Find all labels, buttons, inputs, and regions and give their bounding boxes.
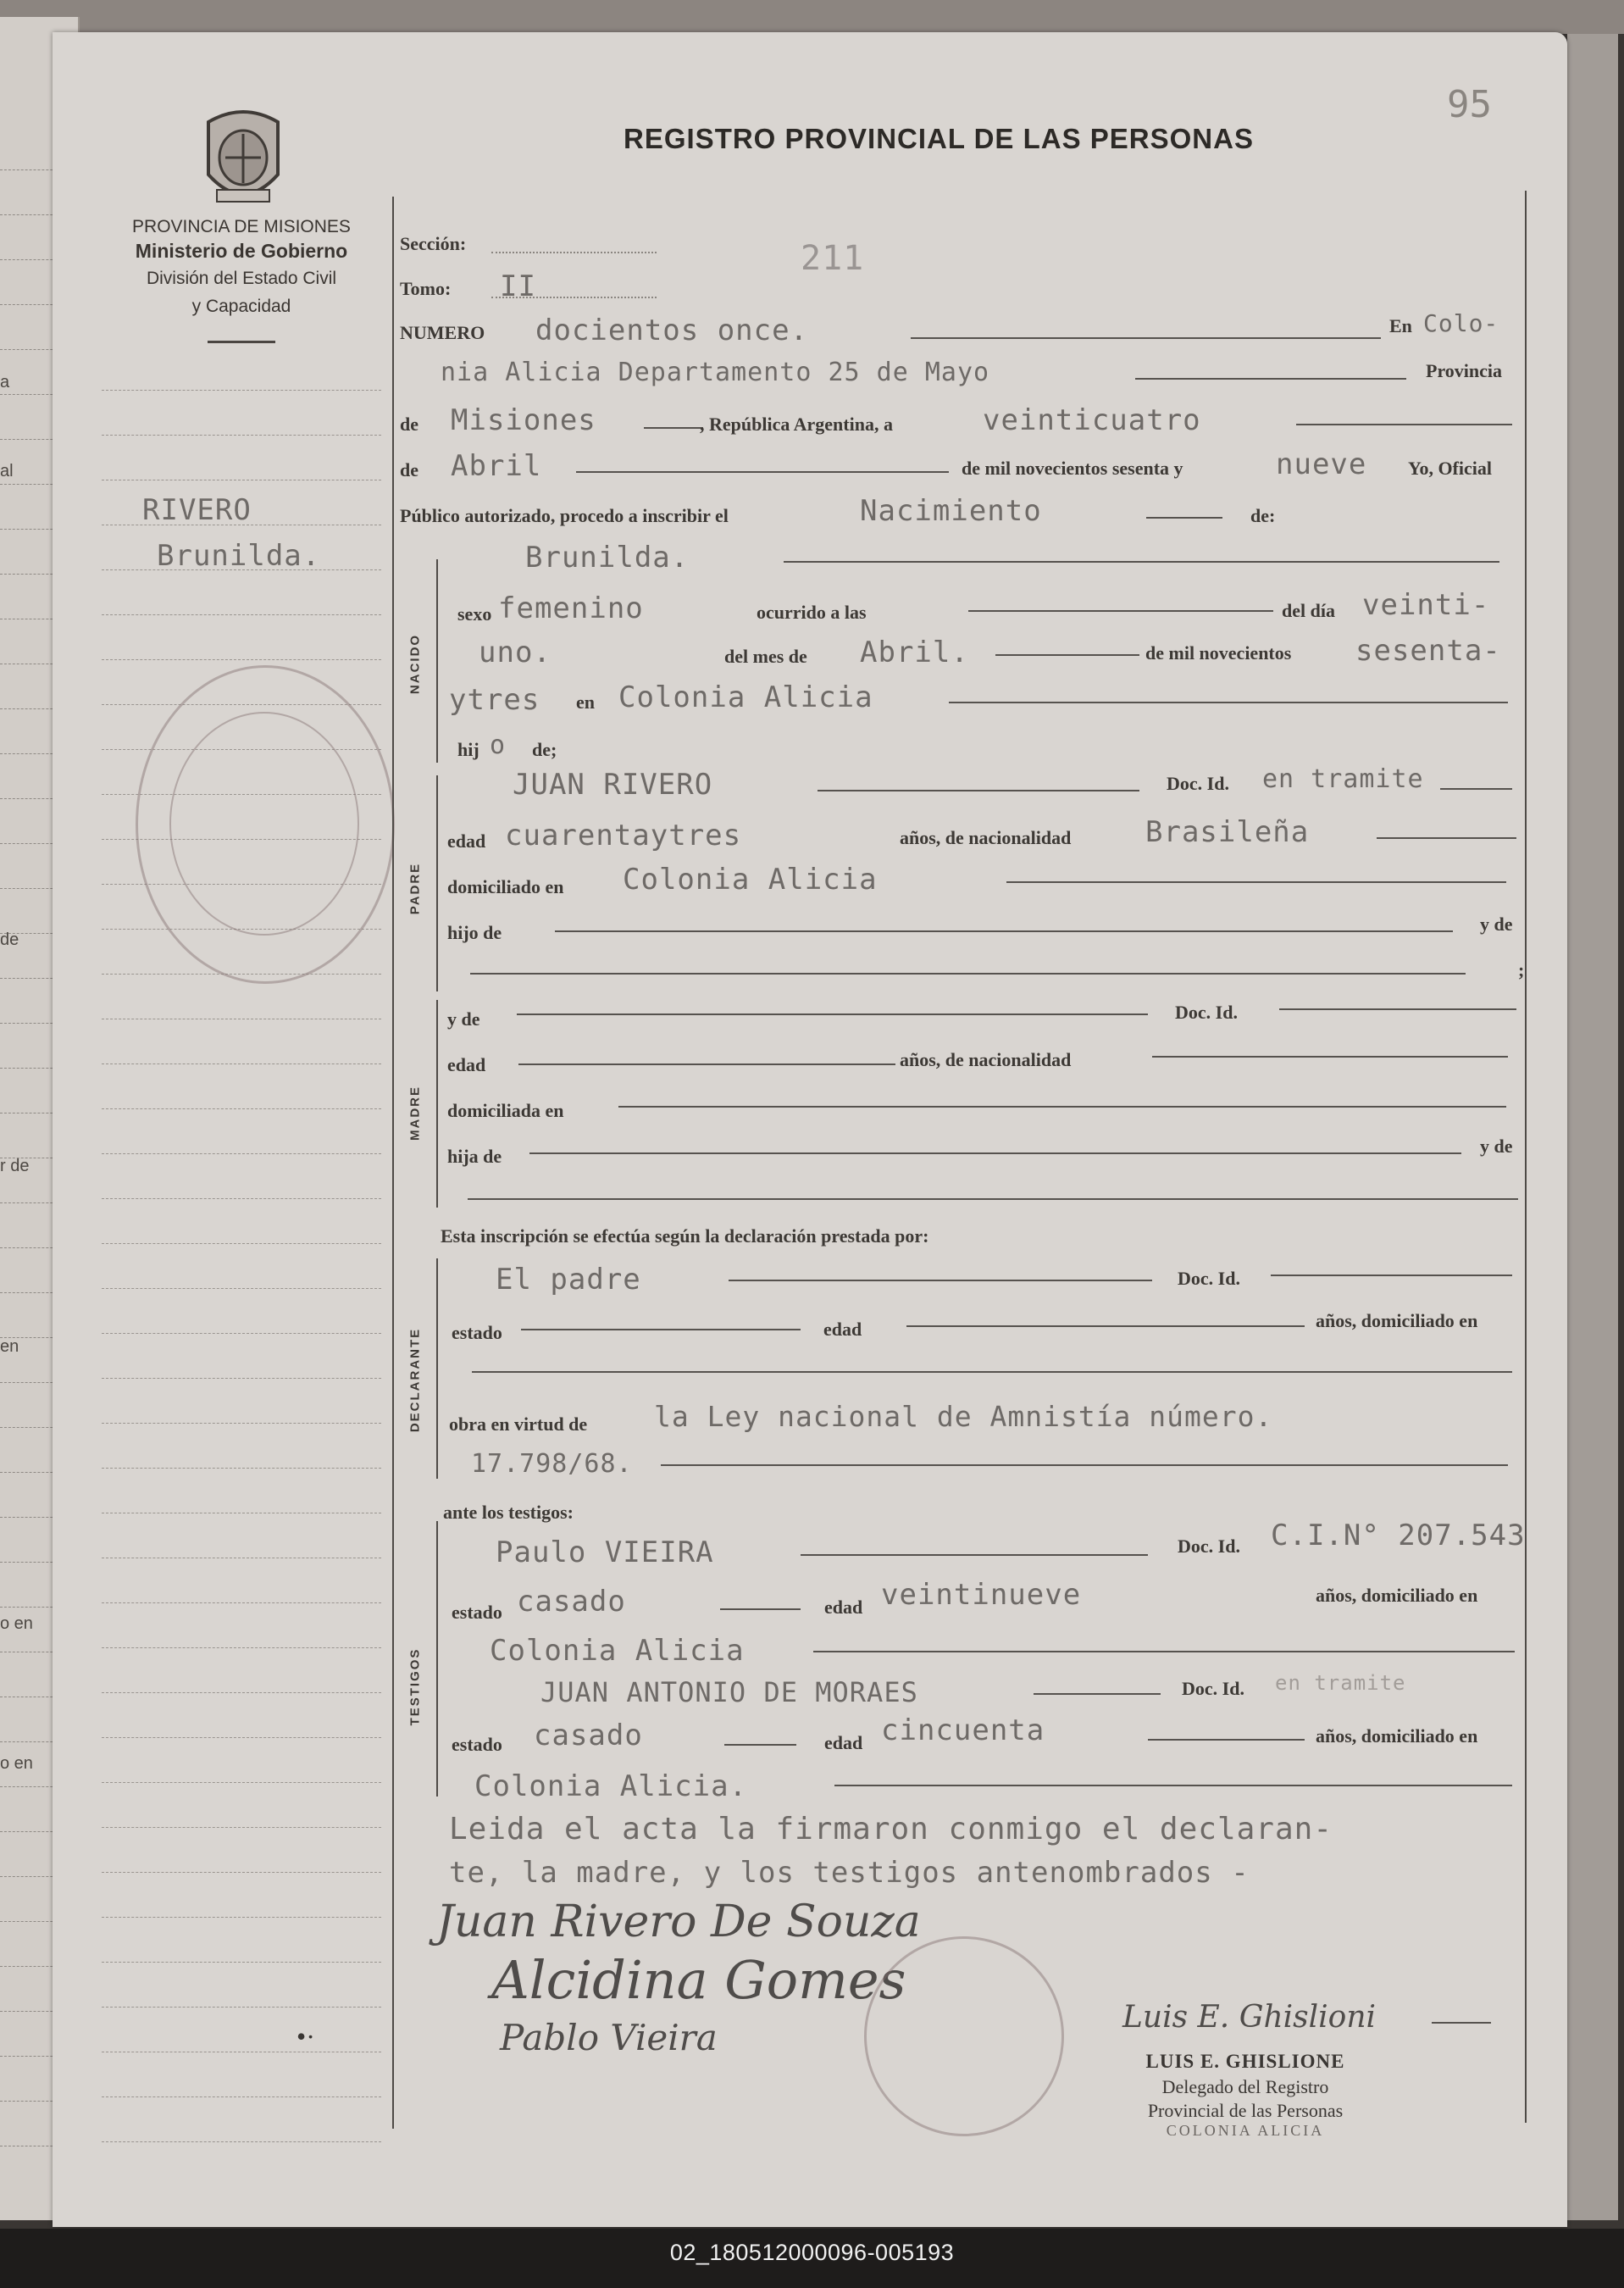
seccion-label: Sección:	[400, 233, 467, 254]
testigo-signature: Pablo Vieira	[500, 2017, 718, 2058]
declarante-doc-label: Doc. Id.	[1178, 1268, 1240, 1289]
oficial-signature-line	[1432, 2022, 1491, 2024]
testigo2-anos-label: años, domiciliado en	[1316, 1725, 1478, 1747]
acto-value: Nacimiento	[860, 494, 1042, 528]
testigo2-estado-value: casado	[534, 1719, 643, 1752]
margin-rule-line	[102, 1468, 381, 1469]
madre-y-de-label: y de	[447, 1008, 480, 1030]
numero-label: NUMERO	[400, 322, 485, 343]
margin-rule-line	[102, 1378, 381, 1379]
obra-value-2: 17.798/68.	[471, 1449, 633, 1479]
place-line	[1135, 378, 1406, 380]
header-underline	[208, 341, 275, 343]
oficial-signature: Luis E. Ghislioni	[1122, 2000, 1377, 2035]
en-value: Colo-	[1423, 309, 1499, 337]
testigo1-estado-value: casado	[517, 1585, 626, 1619]
margin-rule-line	[102, 1647, 381, 1648]
prev-page-fragment: al	[0, 462, 14, 480]
ocurrido-line	[968, 610, 1273, 612]
ocurrido-label: ocurrido a las	[757, 602, 867, 623]
side-label-madre: MADRE	[407, 1086, 423, 1141]
side-label-declarante: DECLARANTE	[407, 1327, 423, 1433]
en-label: En	[1389, 315, 1412, 336]
madre-edad-label: edad	[447, 1054, 486, 1075]
nombre-value: Brunilda.	[525, 541, 690, 575]
padre-anos-nac-label: años, de nacionalidad	[900, 827, 1072, 848]
testigo2-estado-line	[724, 1744, 796, 1746]
madre-nacionalidad-line	[1152, 1056, 1508, 1058]
margin-rule-line	[102, 1063, 381, 1064]
official-name: LUIS E. GHISLIONE	[1145, 2051, 1345, 2072]
margin-rule-line	[102, 390, 381, 391]
padre-domicilio-value: Colonia Alicia	[623, 863, 878, 897]
prev-page-fragment: de	[0, 930, 19, 949]
padre-doc-line	[1440, 788, 1512, 790]
mes-registro-line	[576, 471, 949, 473]
madre-second-line	[468, 1198, 1518, 1200]
declaracion-label: Esta inscripción se efectúa según la declaración prestada por:	[441, 1225, 929, 1247]
padre-y-de-label: y de	[1480, 914, 1513, 935]
testigo1-edad-label: edad	[824, 1597, 863, 1618]
madre-doc-line	[1279, 1008, 1516, 1010]
seccion-line	[491, 252, 657, 253]
page-right-border	[1525, 191, 1527, 2123]
testigo1-doc-value: C.I.N° 207.543	[1271, 1519, 1526, 1552]
acto-line	[1146, 517, 1222, 519]
numero-value: docientos once.	[535, 314, 809, 347]
margin-given-name: Brunilda.	[157, 539, 321, 573]
folio-number: 95	[1447, 83, 1492, 126]
madre-nombre-line	[517, 1013, 1148, 1015]
margin-rule-line	[102, 1782, 381, 1783]
act-number-annotation: 211	[801, 239, 865, 278]
declarante-anos-label: años, domiciliado en	[1316, 1310, 1478, 1331]
margin-seal-inner	[169, 712, 359, 936]
margin-rule-line	[102, 1602, 381, 1603]
official-seal-stamp	[864, 1936, 1064, 2136]
madre-signature: Alcidina Gomes	[491, 1949, 906, 2011]
prev-page-fragment: a	[0, 373, 10, 392]
section-bracket-testigos	[436, 1521, 438, 1797]
madre-domicilio-label: domiciliada en	[447, 1100, 564, 1121]
testigo2-estado-label: estado	[452, 1734, 502, 1755]
dia-nac-value-2: uno.	[479, 636, 551, 669]
nombre-line	[784, 561, 1499, 563]
testigo1-doc-label: Doc. Id.	[1178, 1536, 1240, 1557]
padre-nacionalidad-line	[1377, 837, 1516, 839]
mes-registro-value: Abril	[451, 449, 542, 483]
madre-doc-label: Doc. Id.	[1175, 1002, 1238, 1023]
obra-value-1: la Ley nacional de Amnistía número.	[654, 1400, 1273, 1433]
margin-rule-line	[102, 1108, 381, 1109]
province-heading: PROVINCIA DE MISIONES	[132, 217, 351, 236]
numero-line	[911, 337, 1381, 339]
declarante-edad-label: edad	[823, 1319, 862, 1340]
padre-domicilio-line	[1006, 881, 1506, 883]
division-heading: División del Estado Civil	[146, 269, 337, 288]
padre-hijo-de-label: hijo de	[447, 922, 502, 943]
column-divider	[392, 197, 394, 2129]
tomo-line	[491, 297, 657, 298]
testigo1-estado-line	[720, 1608, 801, 1610]
declarante-value: El padre	[496, 1263, 641, 1297]
margin-rule-line	[102, 1198, 381, 1199]
padre-second-line	[470, 973, 1466, 975]
testigo1-nombre-value: Paulo VIEIRA	[496, 1536, 714, 1569]
declarante-line	[729, 1280, 1152, 1281]
provincia-value: Misiones	[451, 403, 596, 437]
de-label-2: de	[400, 459, 418, 480]
page-stack-edge	[1567, 34, 1618, 2220]
testigo2-edad-line	[1148, 1739, 1305, 1741]
anio-nac-value-2: ytres	[449, 683, 540, 717]
en-place-label: en	[576, 691, 595, 713]
margin-rule-line	[102, 1962, 381, 1963]
anio-registro-value: nueve	[1276, 447, 1367, 481]
testigo2-edad-value: cincuenta	[881, 1713, 1045, 1747]
background-top	[0, 0, 1624, 34]
madre-y-de-label-2: y de	[1480, 1136, 1513, 1157]
margin-rule-line	[102, 659, 381, 660]
testigo1-nombre-line	[801, 1554, 1148, 1556]
declarante-estado-line	[521, 1329, 801, 1330]
margin-rule-line	[102, 1827, 381, 1828]
margin-rule-line	[102, 1423, 381, 1424]
provincia-label: Provincia	[1426, 360, 1503, 381]
testigo2-nombre-line	[1034, 1693, 1161, 1695]
padre-doc-label: Doc. Id.	[1167, 773, 1229, 794]
testigo1-anos-label: años, domiciliado en	[1316, 1585, 1478, 1606]
madre-edad-line	[518, 1063, 895, 1065]
capacity-heading: y Capacidad	[191, 297, 291, 316]
prev-page-fragment: o en	[0, 1614, 33, 1633]
prev-page-fragment: o en	[0, 1754, 33, 1773]
official-place: COLONIA ALICIA	[1166, 2122, 1325, 2139]
tomo-value: II	[500, 269, 536, 303]
padre-edad-value: cuarentaytres	[505, 819, 742, 852]
publico-label: Público autorizado, procedo a inscribir el	[400, 505, 729, 526]
margin-rule-line	[102, 2096, 381, 2097]
testigo2-nombre-value: JUAN ANTONIO DE MORAES	[540, 1676, 918, 1708]
padre-hijo-de-line	[555, 930, 1453, 932]
margin-rule-line	[102, 1737, 381, 1738]
madre-hija-de-label: hija de	[447, 1146, 502, 1167]
declarante-doc-line	[1271, 1275, 1512, 1276]
place-value: nia Alicia Departamento 25 de Mayo	[441, 358, 990, 387]
footer-filename: 02_180512000096-005193	[669, 2240, 955, 2265]
de-mil-sesenta-label: de mil novecientos sesenta y	[962, 458, 1183, 479]
dia-nac-value-1: veinti-	[1362, 588, 1490, 622]
declarante-edad-line	[906, 1325, 1305, 1327]
official-office: Provincial de las Personas	[1147, 2100, 1344, 2121]
testigo2-doc-label: Doc. Id.	[1182, 1678, 1244, 1699]
obra-label: obra en virtud de	[449, 1413, 588, 1435]
section-bracket-nacido	[436, 559, 438, 763]
testigo2-domicilio-line	[834, 1785, 1512, 1786]
prev-page-fragment: r de	[0, 1157, 30, 1175]
side-label-nacido: NACIDO	[407, 633, 423, 695]
prev-page-fragment: en	[0, 1337, 19, 1356]
margin-mark: •·	[297, 2021, 315, 2052]
hij-label: hij	[457, 739, 479, 760]
de-semicolon-label: de;	[532, 739, 557, 760]
dia-registro-line	[1296, 424, 1512, 425]
testigo1-estado-label: estado	[452, 1602, 502, 1623]
margin-rule-line	[102, 1243, 381, 1244]
margin-rule-line	[102, 1692, 381, 1693]
side-label-testigos: TESTIGOS	[407, 1647, 423, 1726]
de-colon-label: de:	[1250, 505, 1276, 526]
del-dia-label: del día	[1282, 600, 1335, 621]
mes-nac-line	[995, 654, 1139, 656]
padre-doc-value: en tramite	[1262, 764, 1424, 794]
testigo1-domicilio-value: Colonia Alicia	[490, 1634, 745, 1668]
section-bracket-declarante	[436, 1258, 438, 1479]
margin-rule-line	[102, 1153, 381, 1154]
padre-signature: Juan Rivero De Souza	[436, 1896, 921, 1947]
del-mes-label: del mes de	[724, 646, 807, 667]
page-title: REGISTRO PROVINCIAL DE LAS PERSONAS	[624, 123, 1254, 154]
margin-rule-line	[102, 2141, 381, 2142]
testigos-label: ante los testigos:	[443, 1502, 574, 1523]
side-label-padre: PADRE	[407, 862, 423, 915]
cierre-line-2: te, la madre, y los testigos antenombrados -	[449, 1856, 1250, 1890]
madre-domicilio-line	[618, 1106, 1506, 1108]
margin-surname: RIVERO	[142, 493, 252, 527]
dia-registro-value: veinticuatro	[983, 403, 1201, 437]
margin-rule-line	[102, 1917, 381, 1918]
coat-of-arms-icon	[191, 105, 295, 215]
republica-label: , República Argentina, a	[700, 414, 893, 435]
padre-nacionalidad-value: Brasileña	[1145, 815, 1310, 849]
official-role: Delegado del Registro	[1161, 2076, 1329, 2097]
margin-rule-line	[102, 614, 381, 615]
declarante-domicilio-line	[472, 1371, 1512, 1373]
sexo-value: femenino	[498, 591, 644, 625]
de-mil-label: de mil novecientos	[1145, 642, 1292, 664]
declarante-estado-label: estado	[452, 1322, 502, 1343]
mes-nac-value: Abril.	[860, 636, 969, 669]
margin-rule-line	[102, 2007, 381, 2008]
cierre-line-1: Leida el acta la firmaron conmigo el declaran-	[449, 1812, 1333, 1847]
section-bracket-madre	[436, 1000, 438, 1208]
section-bracket-padre	[436, 775, 438, 991]
provincia-line	[644, 427, 703, 429]
margin-rule-line	[102, 1872, 381, 1873]
obra-line-2	[661, 1464, 1508, 1466]
yo-oficial-label: Yo, Oficial	[1408, 458, 1492, 479]
testigo2-doc-value: en tramite	[1275, 1671, 1406, 1695]
padre-domicilio-label: domiciliado en	[447, 876, 564, 897]
lugar-nac-line	[949, 702, 1508, 703]
margin-rule-line	[102, 1333, 381, 1334]
anio-nac-value-1: sesenta-	[1355, 634, 1501, 668]
tomo-label: Tomo:	[400, 278, 452, 299]
madre-anos-nac-label: años, de nacionalidad	[900, 1049, 1072, 1070]
testigo1-edad-value: veintinueve	[881, 1578, 1082, 1612]
padre-edad-label: edad	[447, 830, 486, 852]
madre-hija-de-line	[529, 1152, 1461, 1154]
de-label: de	[400, 414, 418, 435]
sexo-label: sexo	[457, 603, 492, 625]
margin-rule-line	[102, 1288, 381, 1289]
hij-suffix: o	[490, 730, 507, 760]
testigo2-edad-label: edad	[824, 1732, 863, 1753]
padre-semicolon: ;	[1518, 959, 1525, 980]
lugar-nac-value: Colonia Alicia	[618, 680, 873, 714]
ministry-heading: Ministerio de Gobierno	[135, 240, 348, 262]
testigo2-domicilio-value: Colonia Alicia.	[474, 1769, 748, 1803]
margin-rule-line	[102, 435, 381, 436]
testigo1-domicilio-line	[813, 1651, 1515, 1652]
padre-nombre-line	[818, 790, 1139, 791]
padre-nombre-value: JUAN RIVERO	[513, 768, 713, 802]
